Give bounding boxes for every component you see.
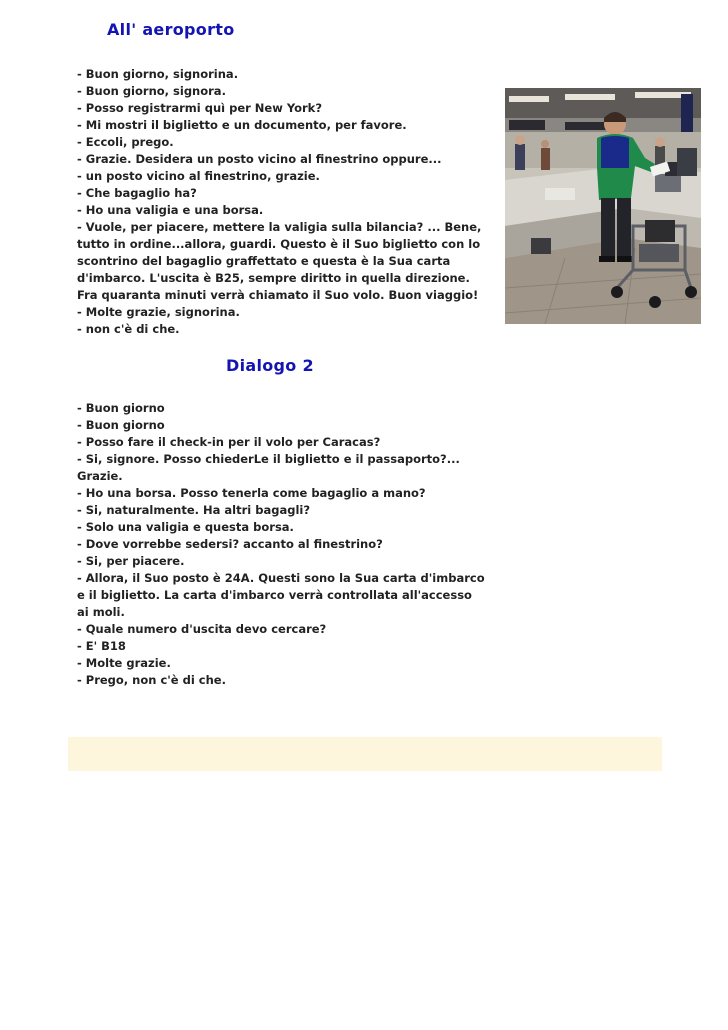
dialog-line: - Quale numero d'uscita devo cercare? — [77, 622, 327, 636]
dialog-line: - Si, naturalmente. Ha altri bagagli? — [77, 503, 310, 517]
dialog-line: - Mi mostri il biglietto e un documento, per favore. — [77, 118, 407, 132]
page-title: All' aeroporto — [107, 20, 235, 39]
dialog-line: - Solo una valigia e questa borsa. — [77, 520, 294, 534]
dialog-line: e il biglietto. La carta d'imbarco verrà controllata all'accesso — [77, 588, 472, 602]
dialog-line: - E' B18 — [77, 639, 126, 653]
dialog-line: scontrino del bagaglio graffettato e questa è la Sua carta — [77, 254, 451, 268]
dialog-line: - Buon giorno, signora. — [77, 84, 226, 98]
dialog-line: - Che bagaglio ha? — [77, 186, 197, 200]
dialog-line: - Ho una borsa. Posso tenerla come bagaglio a mano? — [77, 486, 426, 500]
dialog-line: - un posto vicino al finestrino, grazie. — [77, 169, 320, 183]
dialog-line: - Dove vorrebbe sedersi? accanto al finestrino? — [77, 537, 383, 551]
dialog-line: - Molte grazie, signorina. — [77, 305, 240, 319]
dialog-line: - Buon giorno, signorina. — [77, 67, 239, 81]
dialog-line: - Ho una valigia e una borsa. — [77, 203, 264, 217]
dialog-line: - Si, per piacere. — [77, 554, 185, 568]
dialog-line: - non c'è di che. — [77, 322, 180, 336]
section-title-dialogo-2: Dialogo 2 — [226, 356, 314, 375]
dialog-line: - Eccoli, prego. — [77, 135, 174, 149]
dialog-line: - Vuole, per piacere, mettere la valigia sulla bilancia? ... Bene, — [77, 220, 482, 234]
dialog-line: - Buon giorno — [77, 401, 165, 415]
dialog-line: d'imbarco. L'uscita è B25, sempre diritto in quella direzione. — [77, 271, 470, 285]
dialog-line: - Allora, il Suo posto è 24A. Questi sono la Sua carta d'imbarco — [77, 571, 485, 585]
dialog-line: - Molte grazie. — [77, 656, 171, 670]
footer-band — [68, 737, 662, 771]
dialog-line: Grazie. — [77, 469, 123, 483]
dialog-line: - Buon giorno — [77, 418, 165, 432]
dialog-line: - Posso registrarmi quì per New York? — [77, 101, 323, 115]
dialog-1 — [77, 66, 497, 338]
dialog-line: tutto in ordine...allora, guardi. Questo è il Suo biglietto con lo — [77, 237, 481, 251]
dialog-line: - Si, signore. Posso chiederLe il biglietto e il passaporto?... — [77, 452, 460, 466]
dialog-line: ai moli. — [77, 605, 125, 619]
dialog-line: Fra quaranta minuti verrà chiamato il Suo volo. Buon viaggio! — [77, 288, 479, 302]
airport-checkin-photo — [505, 88, 701, 324]
dialog-line: - Grazie. Desidera un posto vicino al finestrino oppure... — [77, 152, 442, 166]
airport-checkin-illustration — [505, 88, 701, 324]
dialog-line: - Posso fare il check-in per il volo per Caracas? — [77, 435, 381, 449]
dialog-line: - Prego, non c'è di che. — [77, 673, 226, 687]
dialog-2 — [77, 400, 497, 689]
